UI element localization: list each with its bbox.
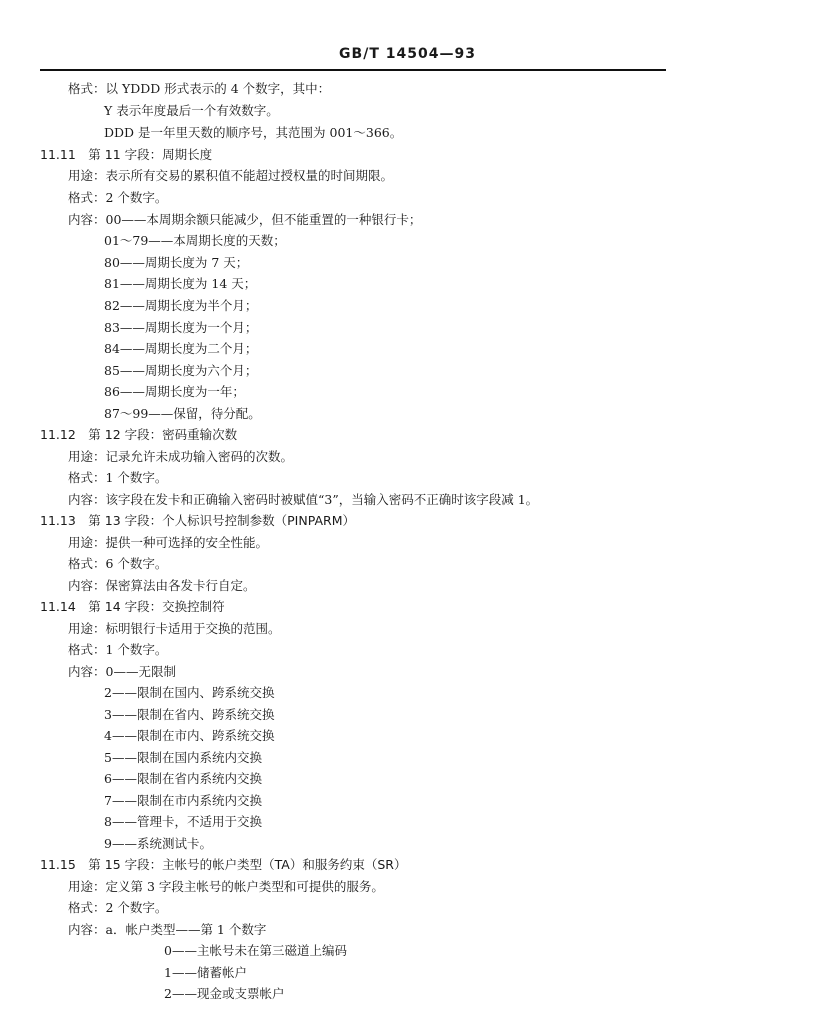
list-item: 82——周期长度为半个月；: [104, 298, 258, 313]
list-item: 01～79——本周期长度的天数；: [104, 233, 286, 248]
list-item: 8——管理卡，不适用于交换: [104, 814, 262, 829]
format-line: 格式：6 个数字。: [68, 556, 168, 571]
format-line: 格式：2 个数字。: [68, 900, 168, 915]
format-line: 格式：1 个数字。: [68, 642, 168, 657]
purpose-line: 用途：提供一种可选择的安全性能。: [68, 535, 269, 550]
section-heading-11-14: 11.14 第 14 字段：交换控制符: [40, 599, 225, 614]
list-item: 2——现金或支票帐户: [164, 986, 285, 1001]
list-item: 87～99——保留，待分配。: [104, 406, 261, 421]
list-item: 85——周期长度为六个月；: [104, 363, 258, 378]
date-y-description: Y 表示年度最后一个有效数字。: [104, 103, 279, 118]
content-line: 内容：该字段在发卡和正确输入密码时被赋值“3”，当输入密码不正确时该字段减 1。: [68, 492, 539, 507]
purpose-line: 用途：定义第 3 字段主帐号的帐户类型和可提供的服务。: [68, 879, 384, 894]
header-rule: [40, 69, 666, 71]
section-heading-11-13: 11.13 第 13 字段：个人标识号控制参数（PINPARM）: [40, 513, 355, 528]
content-line: 内容：0——无限制: [68, 664, 176, 679]
list-item: 81——周期长度为 14 天；: [104, 276, 257, 291]
list-item: 3——限制在省内、跨系统交换: [104, 707, 275, 722]
section-heading-11-12: 11.12 第 12 字段：密码重输次数: [40, 427, 238, 442]
format-line: 格式：1 个数字。: [68, 470, 168, 485]
purpose-line: 用途：标明银行卡适用于交换的范围。: [68, 621, 281, 636]
list-item: 83——周期长度为一个月；: [104, 320, 258, 335]
list-item: 6——限制在省内系统内交换: [104, 771, 262, 786]
date-ddd-description: DDD 是一年里天数的顺序号，其范围为 001～366。: [104, 125, 403, 140]
list-item: 0——主帐号未在第三磁道上编码: [164, 943, 347, 958]
list-item: 80——周期长度为 7 天；: [104, 255, 249, 270]
list-item: 86——周期长度为一年；: [104, 384, 245, 399]
list-item: 7——限制在市内系统内交换: [104, 793, 262, 808]
standard-code-header: GB/T 14504—93: [339, 46, 476, 62]
content-line: 内容：保密算法由各发卡行自定。: [68, 578, 256, 593]
list-item: 5——限制在国内系统内交换: [104, 750, 262, 765]
list-item: 4——限制在市内、跨系统交换: [104, 728, 275, 743]
content-line: 内容：a．帐户类型——第 1 个数字: [68, 922, 267, 937]
format-line-date: 格式：以 YDDD 形式表示的 4 个数字，其中：: [68, 81, 331, 96]
section-heading-11-15: 11.15 第 15 字段：主帐号的帐户类型（TA）和服务约束（SR）: [40, 857, 407, 872]
content-line: 内容：00——本周期余额只能减少，但不能重置的一种银行卡；: [68, 212, 422, 227]
purpose-line: 用途：表示所有交易的累积值不能超过授权量的时间期限。: [68, 168, 394, 183]
purpose-line: 用途：记录允许未成功输入密码的次数。: [68, 449, 294, 464]
list-item: 9——系统测试卡。: [104, 836, 212, 851]
list-item: 2——限制在国内、跨系统交换: [104, 685, 275, 700]
list-item: 1——储蓄帐户: [164, 965, 247, 980]
format-line: 格式：2 个数字。: [68, 190, 168, 205]
list-item: 84——周期长度为二个月；: [104, 341, 258, 356]
section-heading-11-11: 11.11 第 11 字段：周期长度: [40, 147, 213, 162]
